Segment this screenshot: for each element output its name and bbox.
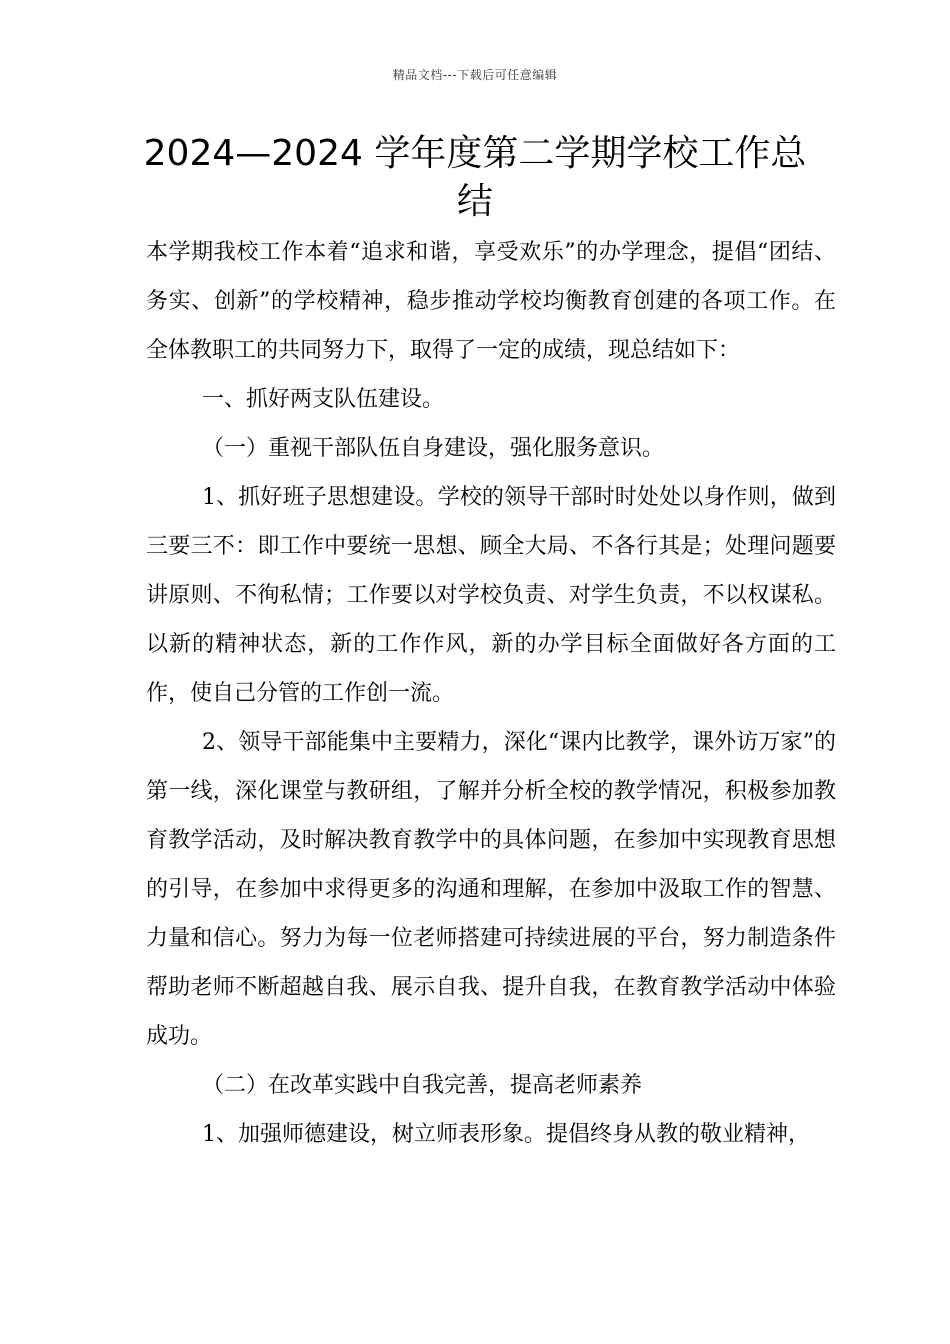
header-note: 精品文档---下载后可任意编辑	[392, 68, 558, 82]
document-title: 2024—2024 学年度第二学期学校工作总结	[143, 133, 807, 222]
document-body	[146, 228, 836, 1159]
intro-paragraph: 本学期我校工作本着“追求和谐，享受欢乐”的办学理念，提倡“团结、务实、创新”的学校精神，稳步推动学校均衡教育创建的各项工作。在全体教职工的共同努力下，取得了一定的成绩，现总结如下：	[146, 240, 836, 363]
section-heading-1: 一、抓好两支队伍建设。	[202, 387, 445, 412]
subsection-heading-1: （一）重视干部队伍自身建设，强化服务意识。	[202, 436, 665, 461]
subsection-heading-2: （二）在改革实践中自我完善，提高老师素养	[202, 1073, 643, 1098]
paragraph-item-1: 1、抓好班子思想建设。学校的领导干部时时处处以身作则，做到三要三不：即工作中要统一思想、顾全大局、不各行其是；处理问题要讲原则、不徇私情；工作要以对学校负责、对学生负责，不以权谋私。以新的精神状态，新的工作作风，新的办学目标全面做好各方面的工作，使自己分管的工作创一流。	[146, 485, 836, 706]
paragraph-item-3: 1、加强师德建设，树立师表形象。提倡终身从教的敬业精神，	[202, 1122, 810, 1147]
paragraph-item-2: 2、领导干部能集中主要精力，深化“课内比教学，课外访万家”的第一线，深化课堂与教研组，了解并分析全校的教学情况，积极参加教育教学活动，及时解决教育教学中的具体问题，在参加中实现教育思想的引导，在参加中求得更多的沟通和理解，在参加中汲取工作的智慧、力量和信心。努力为每一位老师搭建可持续进展的平台，努力制造条件帮助老师不断超越自我、展示自我、提升自我，在教育教学活动中体验成功。	[146, 730, 836, 1049]
